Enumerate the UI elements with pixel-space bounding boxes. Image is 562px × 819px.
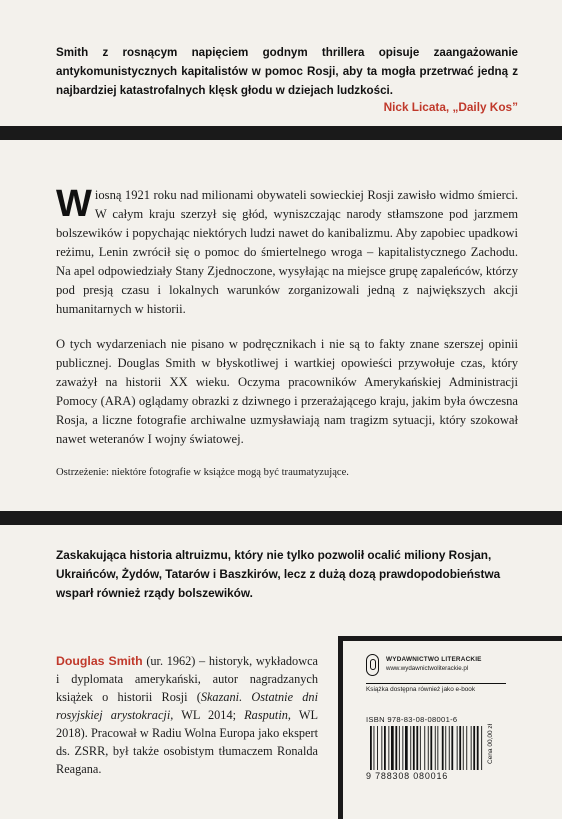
publisher-url: www.wydawnictwoliterackie.pl xyxy=(386,665,469,672)
book-title-2: Rasputin xyxy=(244,708,288,722)
book-title-1: Skazani. Ostatnie dni rosyjskiej arystokracji xyxy=(56,690,318,722)
bio-text-2: , WL 2014; xyxy=(170,708,245,722)
price-label: Cena 00,00 zł xyxy=(487,723,494,764)
barcode-bars xyxy=(370,726,490,770)
top-quote-text: Smith z rosnącym napięciem godnym thrillera opisuje zaangażowanie antykomunistycznych kapitalistów w pomoc Rosji, aby ta mogła przetrwać jedną z najbardziej katastrofalnych klęsk głodu w dziejach ludzkości. xyxy=(56,46,518,97)
description-paragraph-1 xyxy=(56,183,518,319)
barcode-digits: 9 788308 080016 xyxy=(366,771,449,781)
middle-divider-band xyxy=(0,511,562,525)
content-warning: Ostrzeżenie: niektóre fotografie w książce mogą być traumatyzujące. xyxy=(56,467,349,478)
dropcap: W xyxy=(56,183,92,225)
bio-text-3: , WL 2018). Pracował w Radiu Wolna Europa jako ekspert ds. ZSRR, był także osobistym tłumaczem Ronalda Reagana. xyxy=(56,708,319,776)
isbn-label: ISBN 978-83-08-08001-6 xyxy=(366,715,458,724)
publisher-box-left-border xyxy=(338,636,343,819)
publisher-box-top-border xyxy=(338,636,562,641)
top-quote xyxy=(56,43,518,100)
top-divider-band xyxy=(0,126,562,140)
bottom-quote: Zaskakująca historia altruizmu, który nie tylko pozwolił ocalić miliony Rosjan, Ukraińców, Żydów, Tatarów i Baszkirów, lecz z dużą dozą prawdopodobieństwa wsparł również rządy bolszewików. xyxy=(56,548,501,600)
publisher-logo-icon xyxy=(366,654,379,676)
bio-text-1: (ur. 1962) – historyk, wykładowca i dyplomata amerykański, autor nagradzanych książek o historii Rosji ( xyxy=(56,654,319,704)
top-quote-attribution: Nick Licata, „Daily Kos” xyxy=(383,100,518,114)
description-paragraph-2: O tych wydarzeniach nie pisano w podręcznikach i nie są to fakty znane szerszej opinii publicznej. Douglas Smith w błyskotliwej i wartkiej opowieści przywołuje czas, który zaważył na historii XX wieku. Oczyma pracowników Amerykańskiej Administracji Pomocy (ARA) oglądamy obrazki z dziwnego i przerażającego kraju, jakim była ówczesna Rosja, a liczne fotografie archiwalne uzmysławiają nam tragizm sytuacji, który szokował nawet weteranów I wojny światowej. xyxy=(56,337,518,446)
author-name: Douglas Smith xyxy=(56,654,143,668)
paragraph-1-text: iosną 1921 roku nad milionami obywateli sowieckiej Rosji zawisło widmo śmierci. W całym kraju szerzył się głód, wyniszczając narody stłamszone pod jarzmem bolszewików i popychając niektórych ludzi nawet do kanibalizmu. Aby zapobiec upadkowi reżimu, Lenin zwrócił się o pomoc do śmiertelnego wroga – kapitalistycznego Zachodu. Na apel odpowiedziały Stany Zjednoczone, wysyłając na miejsce grupę zapaleńców, którzy pod presją czasu i lokalnych warunków zorganizowali jedną z największych akcji humanitarnych w historii. xyxy=(56,188,518,316)
ebook-note: Książka dostępna również jako e-book xyxy=(366,683,506,693)
author-bio xyxy=(56,652,318,778)
publisher-name: WYDAWNICTWO LITERACKIE xyxy=(386,656,482,663)
